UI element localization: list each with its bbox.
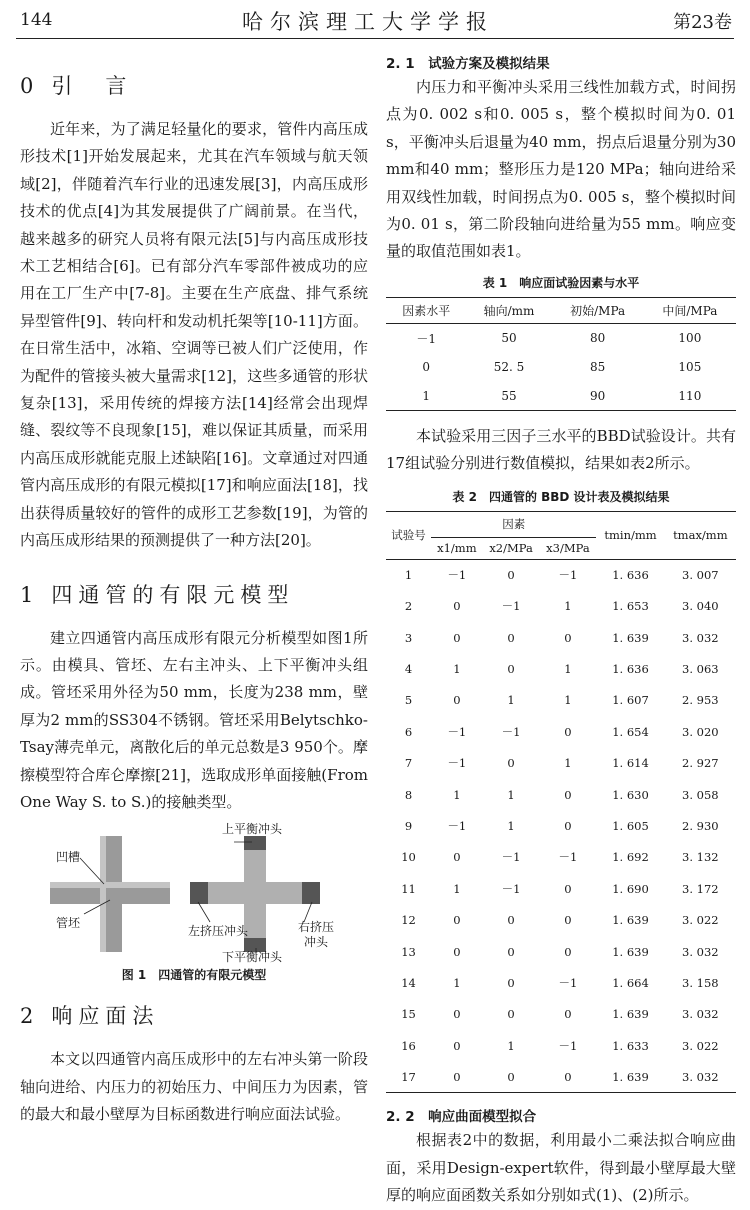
table-cell: 0 <box>453 1069 461 1084</box>
table-cell: 9 <box>404 818 413 833</box>
table-row <box>386 779 736 810</box>
table-cell: 3. 132 <box>682 850 719 865</box>
table-cell: 1. 692 <box>612 850 649 865</box>
table-row <box>386 967 736 998</box>
table-cell: 0 <box>564 1069 572 1084</box>
table-cell: 0 <box>422 359 431 374</box>
section-0-title: 0 引 言 <box>20 74 133 98</box>
table-row <box>386 1061 736 1092</box>
table-cell: 0 <box>507 630 515 645</box>
table-cell: 1. 639 <box>612 1007 649 1022</box>
table-cell: 1 <box>507 818 515 833</box>
table-cell: 5 <box>404 693 413 708</box>
table-cell: 0 <box>453 850 461 865</box>
label-tube: 管坯 <box>56 916 81 931</box>
table-cell: 1 <box>564 662 572 677</box>
t2-header-x2: x2/MPa <box>489 541 533 556</box>
subsection-2-2-title: 2. 2 响应曲面模型拟合 <box>386 1109 537 1126</box>
table-cell: 3. 172 <box>682 881 719 896</box>
table-cell: －1 <box>558 975 578 990</box>
table-cell: 6 <box>404 724 413 739</box>
table-cell: －1 <box>447 818 467 833</box>
label-upper-punch: 上平衡冲头 <box>222 822 283 837</box>
table-cell: 0 <box>564 1007 572 1022</box>
table-cell: －1 <box>558 568 578 583</box>
table-row <box>386 904 736 935</box>
table-2-header-row-1 <box>386 511 736 537</box>
table-cell: 15 <box>401 1007 416 1022</box>
table-cell: －1 <box>447 756 467 771</box>
table-cell: 0 <box>564 913 572 928</box>
table-cell: 0 <box>507 662 515 677</box>
table-cell: 0 <box>564 818 572 833</box>
table-cell: 100 <box>678 331 702 346</box>
table-cell: 110 <box>678 388 702 403</box>
table-cell: 0 <box>453 599 461 614</box>
table-cell: 0 <box>564 787 572 802</box>
table-cell: 1. 639 <box>612 1069 649 1084</box>
table-1-header-row <box>386 297 736 323</box>
intro-paragraph: 近年来，为了满足轻量化的要求，管件内高压成形技术[1]开始发展起来，尤其在汽车领域与航天领域[2]，伴随着汽车行业的迅速发展[3]，内高压成形技术的优点[4]为其发展提供了广阔前景。在当代，越来越多的研究人员将有限元法[5]与内高压成形技术工艺相结合[6]。已有部分汽车零部件被成功的应用在工厂生产中[7-8]。主要在生产底盘、排气系统异型管件[9]、转向杆和发动机托架等[10-11]方面。在日常生活中，冰箱、空调等已被人们广泛使用，作为配件的管接头被大量需求[12]，这些多通管的形状复杂[13]，采用传统的焊接方法[14]经常会出现焊缝、裂纹等不良现象[15]，难以保证其质量，而采用内高压成形就能克服上述缺陷[16]。文章通过对四通管内高压成形的有限元模拟[17]和响应面法[18]，找出获得质量较好的管件的成形工艺参数[19]，为管的内高压成形结果的预测提供了一种方法[20]。 <box>20 120 368 550</box>
table-row <box>386 323 736 352</box>
label-right-punch-line1: 右挤压 <box>298 920 335 935</box>
table-cell: 1 <box>507 1038 515 1053</box>
table-cell: 0 <box>564 724 572 739</box>
table-cell: 50 <box>501 331 517 346</box>
table-cell: 0 <box>507 756 515 771</box>
table-cell: 1. 636 <box>612 568 649 583</box>
t1-header: 因素水平 <box>402 303 451 318</box>
label-right-punch-line2: 冲头 <box>304 935 329 950</box>
table-row <box>386 716 736 747</box>
table-cell: 1. 690 <box>612 881 649 896</box>
table-cell: 1. 653 <box>612 599 649 614</box>
right-column <box>386 50 736 1210</box>
table-cell: 0 <box>453 944 461 959</box>
table-cell: 3. 158 <box>682 975 719 990</box>
table-row <box>386 999 736 1030</box>
t2-header-no: 试验号 <box>391 528 426 543</box>
table-cell: 14 <box>401 975 416 990</box>
table-cell: 85 <box>590 359 606 374</box>
table-cell: 3. 032 <box>682 1069 719 1084</box>
subsection-2-1-title: 2. 1 试验方案及模拟结果 <box>386 56 550 72</box>
table-cell: 1 <box>404 568 413 583</box>
table-row <box>386 352 736 381</box>
t2-header-factor: 因素 <box>431 511 596 537</box>
label-lower-punch: 下平衡冲头 <box>222 950 283 965</box>
table-row <box>386 622 736 653</box>
fem-paragraph: 建立四通管内高压成形有限元分析模型如图1所示。由模具、管坯、左右主冲头、上下平衡冲头组成。管坯采用外径为50 mm，长度为238 mm，壁厚为2 mm的SS304不锈钢。管坯采用Belytschko-Tsay薄壳单元，离散化后的单元总数是3 950个。摩擦模型符合库仑摩擦[21]，选取成形单面接触(From One Way S. to S.)的接触类型。 <box>20 628 368 811</box>
s21-paragraph-2: 本试验采用三因子三水平的BBD试验设计。共有17组试验分别进行数值模拟，结果如表2所示。 <box>386 426 736 473</box>
t1-header: 轴向/mm <box>483 303 535 318</box>
table-cell: 7 <box>404 756 413 771</box>
table-cell: 0 <box>564 944 572 959</box>
table-cell: 1. 639 <box>612 944 649 959</box>
table-cell: 2. 930 <box>682 818 719 833</box>
table-cell: 1 <box>564 599 572 614</box>
table-cell: 0 <box>564 630 572 645</box>
table-cell: 1 <box>507 693 515 708</box>
table-cell: 1. 614 <box>612 756 649 771</box>
table-row <box>386 685 736 716</box>
table-cell: 2. 927 <box>682 756 719 771</box>
table-cell: 1 <box>453 662 461 677</box>
t2-header-x3: x3/MPa <box>546 541 590 556</box>
table-cell: 3. 020 <box>682 724 719 739</box>
table-cell: －1 <box>558 850 578 865</box>
table-row <box>386 591 736 622</box>
table-cell: 52. 5 <box>493 359 525 374</box>
s21-paragraph: 内压力和平衡冲头采用三线性加载方式，时间拐点为0. 002 s和0. 005 s，整个模拟时间为0. 01 s，平衡冲头后退量为40 mm，拐点后退量分别为30 mm和40 mm；整形压力是120 MPa；轴向进给采用双线性加载，时间拐点为0. 005 s，整个模拟时间为0. 01 s，第二阶段轴向进给量为55 mm。响应变量的取值范围如表1。 <box>386 78 736 261</box>
label-groove: 凹槽 <box>56 850 81 865</box>
table-cell: 0 <box>507 1007 515 1022</box>
table-cell: 1 <box>453 975 461 990</box>
table-cell: 1. 639 <box>612 913 649 928</box>
table-cell: －1 <box>447 724 467 739</box>
table-cell: 3. 032 <box>682 1007 719 1022</box>
left-column <box>20 50 368 1129</box>
table-cell: 3. 032 <box>682 944 719 959</box>
table-cell: 4 <box>404 662 413 677</box>
table-cell: 0 <box>453 1038 461 1053</box>
page-number: 144 <box>20 10 53 30</box>
table-cell: 0 <box>507 913 515 928</box>
table-row <box>386 653 736 684</box>
table-cell: 1. 633 <box>612 1038 649 1053</box>
table-cell: 1 <box>422 388 431 403</box>
table-cell: 17 <box>401 1069 416 1084</box>
table-cell: 80 <box>590 331 606 346</box>
table-cell: 11 <box>401 881 416 896</box>
table-cell: 3. 040 <box>682 599 719 614</box>
table-cell: －1 <box>558 1038 578 1053</box>
table-cell: 0 <box>507 568 515 583</box>
table-cell: 1 <box>507 787 515 802</box>
table-cell: 8 <box>404 787 413 802</box>
table-1 <box>386 297 736 411</box>
t1-header: 初始/MPa <box>570 303 626 318</box>
table-cell: 0 <box>564 881 572 896</box>
table-row <box>386 381 736 410</box>
table-cell: 3. 022 <box>682 1038 719 1053</box>
upper-punch-shape <box>244 836 266 850</box>
table-cell: 3. 022 <box>682 913 719 928</box>
running-header <box>0 0 750 44</box>
table-cell: 105 <box>678 359 702 374</box>
t1-header: 中间/MPa <box>662 303 718 318</box>
table-cell: －1 <box>501 881 521 896</box>
table-cell: 1 <box>453 787 461 802</box>
table-cell: 0 <box>507 944 515 959</box>
table-cell: 1 <box>564 693 572 708</box>
table-cell: 16 <box>401 1038 416 1053</box>
table-cell: 0 <box>453 630 461 645</box>
table-cell: －1 <box>501 599 521 614</box>
table-row <box>386 748 736 779</box>
table-cell: －1 <box>501 850 521 865</box>
right-punch-shape <box>302 882 320 904</box>
table-cell: 3 <box>404 630 413 645</box>
table-cell: 1. 630 <box>612 787 649 802</box>
table-row <box>386 842 736 873</box>
table-cell: 1. 605 <box>612 818 649 833</box>
table-cell: －1 <box>447 568 467 583</box>
table-cell: 3. 007 <box>682 568 719 583</box>
t2-header-tmax: tmax/mm <box>673 528 728 543</box>
figure-1 <box>20 822 368 983</box>
table-cell: 10 <box>401 850 416 865</box>
volume-label: 第23卷 <box>673 12 732 33</box>
table-cell: 1. 636 <box>612 662 649 677</box>
table-cell: 3. 058 <box>682 787 719 802</box>
figure-1-caption: 图 1 四通管的有限元模型 <box>121 968 267 983</box>
table-cell: －1 <box>416 331 437 346</box>
table-cell: 3. 032 <box>682 630 719 645</box>
header-rule <box>16 38 734 39</box>
table-cell: －1 <box>501 724 521 739</box>
table-cell: 0 <box>507 975 515 990</box>
table-cell: 2. 953 <box>682 693 719 708</box>
table-cell: 3. 063 <box>682 662 719 677</box>
table-row <box>386 810 736 841</box>
section-1-title: 1 四通管的有限元模型 <box>20 582 295 607</box>
table-2-caption: 表 2 四通管的 BBD 设计表及模拟结果 <box>452 489 670 504</box>
table-cell: 1. 664 <box>612 975 649 990</box>
t2-header-x1: x1/mm <box>437 541 477 556</box>
table-cell: 0 <box>453 913 461 928</box>
table-cell: 90 <box>590 388 606 403</box>
table-cell: 0 <box>453 1007 461 1022</box>
rsm-paragraph: 本文以四通管内高压成形中的左右冲头第一阶段轴向进给、内压力的初始压力、中间压力为因素，管的最大和最小壁厚为目标函数进行响应面法试验。 <box>20 1050 368 1124</box>
section-2-title: 2 响应面法 <box>20 1004 160 1029</box>
table-cell: 0 <box>507 1069 515 1084</box>
table-2 <box>386 511 736 1094</box>
table-cell: 1 <box>453 881 461 896</box>
table-row <box>386 1030 736 1061</box>
table-cell: 1. 607 <box>612 693 649 708</box>
journal-title: 哈尔滨理工大学学报 <box>242 10 494 34</box>
table-row <box>386 936 736 967</box>
s22-paragraph: 根据表2中的数据，利用最小二乘法拟合响应曲面，采用Design-expert软件，得到最小壁厚最大壁厚的响应面函数关系如分别如式(1)、(2)所示。 <box>386 1131 736 1205</box>
table-cell: 12 <box>401 913 416 928</box>
table-cell: 2 <box>404 599 413 614</box>
table-row <box>386 873 736 904</box>
left-punch-shape <box>190 882 208 904</box>
table-cell: 55 <box>501 388 517 403</box>
label-left-punch: 左挤压冲头 <box>188 924 249 939</box>
table-cell: 13 <box>401 944 416 959</box>
table-cell: 1 <box>564 756 572 771</box>
table-cell: 1. 654 <box>612 724 649 739</box>
t2-header-tmin: tmin/mm <box>604 528 657 543</box>
table-row <box>386 559 736 590</box>
table-cell: 0 <box>453 693 461 708</box>
table-cell: 1. 639 <box>612 630 649 645</box>
table-1-caption: 表 1 响应面试验因素与水平 <box>482 275 640 290</box>
